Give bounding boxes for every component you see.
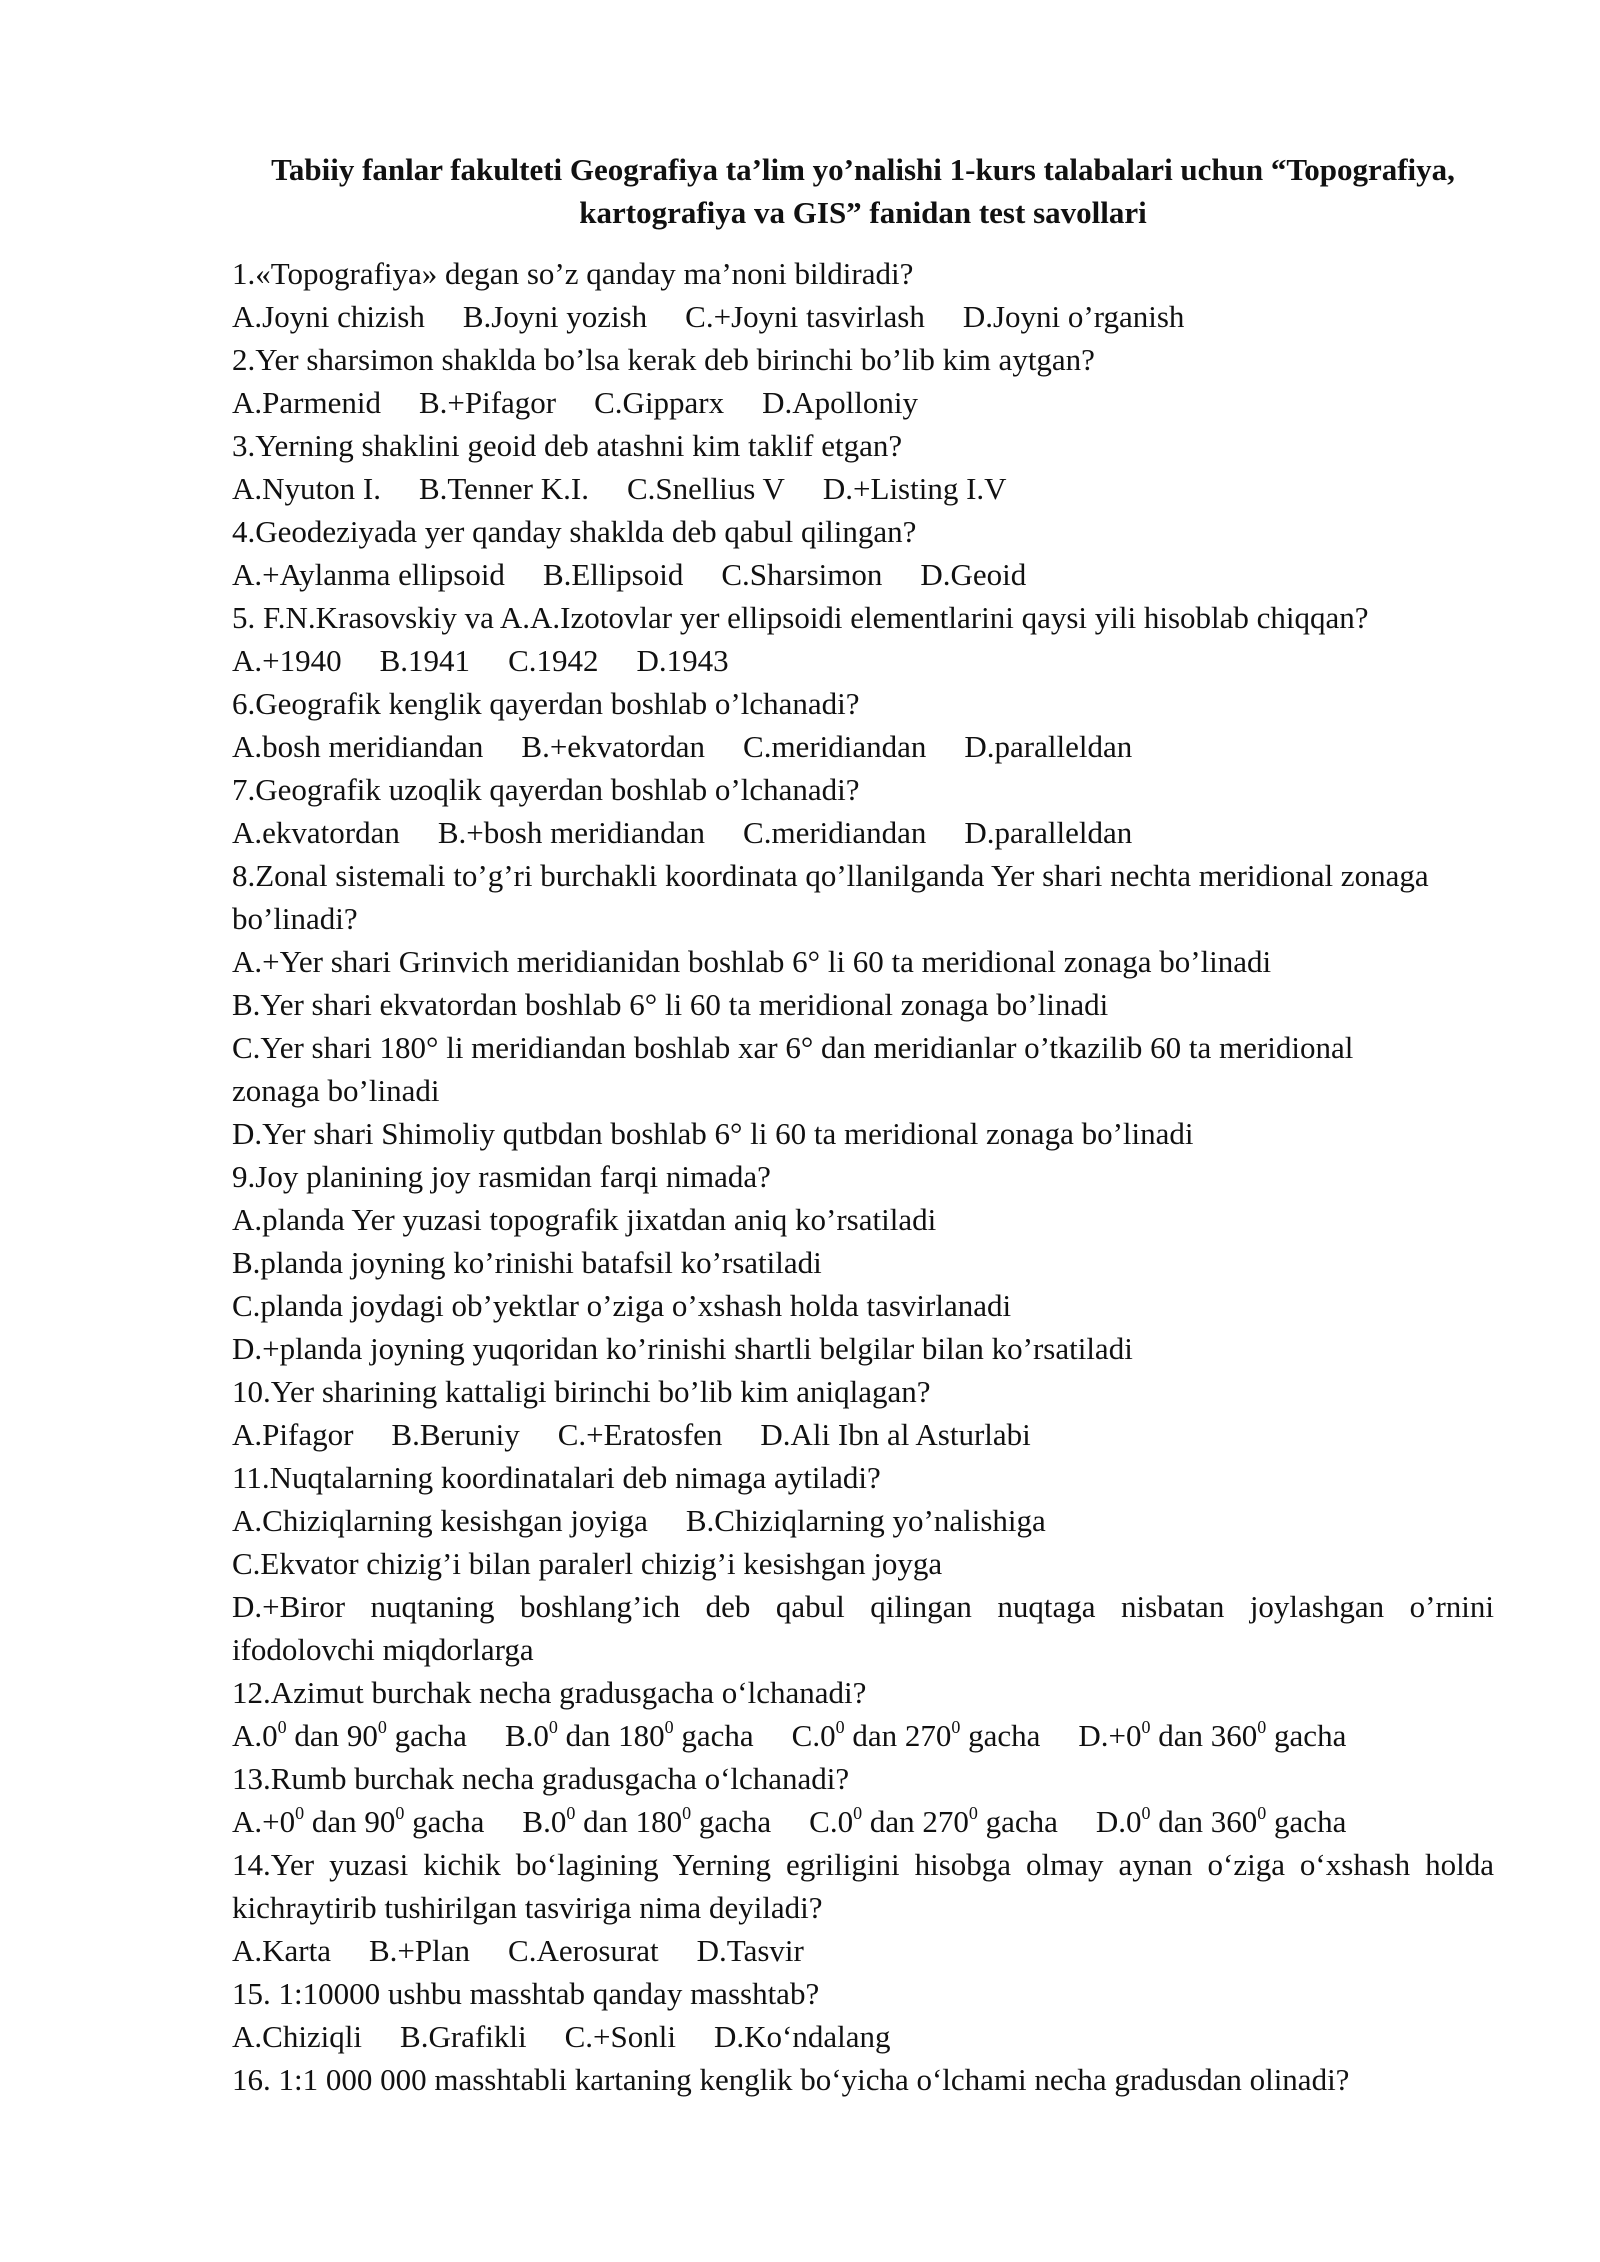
question-14-line-2: kichraytirib tushirilgan tasviriga nima deyiladi? <box>232 1890 823 1925</box>
option-8c-line-2: zonaga bo’linadi <box>232 1073 440 1108</box>
option-10b: B.Beruniy <box>391 1417 520 1452</box>
option-9b: B.planda joyning ko’rinishi batafsil ko’rsatiladi <box>232 1245 822 1280</box>
question-14-line-1: 14.Yer yuzasi kichik bo‘lagining Yerning egriligini hisobga olmay aynan o‘ziga o‘xshash holda <box>232 1847 1494 1882</box>
option-14c: C.Aerosurat <box>508 1933 659 1968</box>
option-10a: A.Pifagor <box>232 1417 354 1452</box>
option-12a: $A.0^0$ dan $90^0$ gacha <box>232 1716 467 1753</box>
option-2b: B.+Pifagor <box>418 385 557 420</box>
question-2: 2.Yer sharsimon shaklda bo’lsa kerak deb birinchi bo’lib kim aytgan? <box>232 342 1095 377</box>
option-3d: D.+Listing I.V <box>822 471 1007 506</box>
question-15: 15. 1:10000 ushbu masshtab qanday masshtab? <box>232 1976 820 2011</box>
option-10d: D.Ali Ibn al Asturlabi <box>760 1417 1031 1452</box>
option-13b: $B.0^0$ dan $180^0$ gacha <box>522 1802 772 1839</box>
option-11d-line-2: ifodolovchi miqdorlarga <box>232 1632 534 1667</box>
option-4c: C.Sharsimon <box>721 557 883 592</box>
option-4a: A.+Aylanma ellipsoid <box>232 557 505 592</box>
option-7d: D.paralleldan <box>964 815 1133 850</box>
answer-options-14 <box>232 1929 1494 1972</box>
option-8d: D.Yer shari Shimoliy qutbdan boshlab 6° li 60 ta meridional zonaga bo’linadi <box>232 1116 1194 1151</box>
option-6b: B.+ekvatordan <box>521 729 706 764</box>
option-1b: B.Joyni yozish <box>462 299 648 334</box>
question-12: 12.Azimut burchak necha gradusgacha o‘lchanadi? <box>232 1675 867 1710</box>
answer-options-6 <box>232 725 1494 768</box>
option-9a: A.planda Yer yuzasi topografik jixatdan aniq ko’rsatiladi <box>232 1202 937 1237</box>
degree-sup: 0 <box>835 1716 845 1737</box>
degree-sup: 0 <box>1141 1716 1151 1737</box>
question-1: 1.«Topografiya» degan so’z qanday ma’noni bildiradi? <box>232 256 914 291</box>
question-8-line-1: 8.Zonal sistemali to’g’ri burchakli koordinata qo’llanilganda Yer shari nechta meridional zonaga <box>232 858 1429 893</box>
degree-sup: 0 <box>566 1802 576 1823</box>
answer-options-7 <box>232 811 1494 854</box>
degree-sup: 0 <box>853 1802 863 1823</box>
option-8b: B.Yer shari ekvatordan boshlab 6° li 60 ta meridional zonaga bo’linadi <box>232 987 1109 1022</box>
option-1d: D.Joyni o’rganish <box>962 299 1185 334</box>
answer-options-5 <box>232 639 1494 682</box>
degree-sup: 0 <box>968 1802 978 1823</box>
option-15b: B.Grafikli <box>400 2019 527 2054</box>
degree-sup: 0 <box>1257 1802 1267 1823</box>
option-5a: A.+1940 <box>232 643 342 678</box>
option-5c: C.1942 <box>508 643 599 678</box>
option-14d: D.Tasvir <box>696 1933 804 1968</box>
option-1c: C.+Joyni tasvirlash <box>685 299 925 334</box>
answer-options-15 <box>232 2015 1494 2058</box>
option-8c-line-1: C.Yer shari 180° li meridiandan boshlab xar 6° dan meridianlar o’tkazilib 60 ta meridional <box>232 1030 1354 1065</box>
option-6c: C.meridiandan <box>743 729 927 764</box>
option-15c: C.+Sonli <box>564 2019 676 2054</box>
question-13: 13.Rumb burchak necha gradusgacha o‘lchanadi? <box>232 1761 850 1796</box>
question-4: 4.Geodeziyada yer qanday shaklda deb qabul qilingan? <box>232 514 917 549</box>
question-3: 3.Yerning shaklini geoid deb atashni kim taklif etgan? <box>232 428 903 463</box>
question-8-line-2: bo’linadi? <box>232 901 358 936</box>
document-page <box>232 148 1494 2101</box>
degree-sup: 0 <box>395 1802 405 1823</box>
answer-options-4 <box>232 553 1494 596</box>
option-13c: $C.0^0$ dan $270^0$ gacha <box>809 1802 1058 1839</box>
answer-options-2 <box>232 381 1494 424</box>
document-title <box>232 148 1494 234</box>
answer-options-1 <box>232 295 1494 338</box>
answer-options-10 <box>232 1413 1494 1456</box>
option-14b: B.+Plan <box>368 1933 471 1968</box>
option-11d-line-1: D.+Biror nuqtaning boshlang’ich deb qabul qilingan nuqtaga nisbatan joylashgan o’rnini <box>232 1589 1494 1624</box>
option-8a: A.+Yer shari Grinvich meridianidan boshlab 6° li 60 ta meridional zonaga bo’linadi <box>232 944 1272 979</box>
question-6: 6.Geografik kenglik qayerdan boshlab o’lchanadi? <box>232 686 860 721</box>
title-line-1: Tabiiy fanlar fakulteti Geografiya ta’lim yo’nalishi 1-kurs talabalari uchun “Topografiya, <box>271 152 1455 187</box>
option-11c: C.Ekvator chizig’i bilan paralerl chizig’i kesishgan joyga <box>232 1546 943 1581</box>
question-7: 7.Geografik uzoqlik qayerdan boshlab o’lchanadi? <box>232 772 860 807</box>
answer-options-11ab <box>232 1499 1494 1542</box>
option-9d: D.+planda joyning yuqoridan ko’rinishi shartli belgilar bilan ko’rsatiladi <box>232 1331 1133 1366</box>
option-3a: A.Nyuton I. <box>232 471 381 506</box>
question-9: 9.Joy planining joy rasmidan farqi nimada? <box>232 1159 771 1194</box>
degree-sup: 0 <box>548 1716 558 1737</box>
question-11: 11.Nuqtalarning koordinatalari deb nimaga aytiladi? <box>232 1460 881 1495</box>
option-1a: A.Joyni chizish <box>232 299 425 334</box>
option-7c: C.meridiandan <box>743 815 927 850</box>
option-2d: D.Apolloniy <box>762 385 919 420</box>
question-10: 10.Yer sharining kattaligi birinchi bo’lib kim aniqlagan? <box>232 1374 931 1409</box>
answer-options-3 <box>232 467 1494 510</box>
degree-sup: 0 <box>295 1802 305 1823</box>
question-list <box>232 252 1494 2101</box>
option-13d: $D.0^0$ dan $360^0$ gacha <box>1095 1802 1347 1839</box>
option-4d: D.Geoid <box>920 557 1027 592</box>
title-line-2: kartografiya va GIS” fanidan test savollari <box>579 195 1147 230</box>
answer-options-12 <box>232 1714 1494 1757</box>
option-12d: $D.+0^0$ dan $360^0$ gacha <box>1078 1716 1347 1753</box>
option-4b: B.Ellipsoid <box>542 557 684 592</box>
option-15d: D.Ko‘ndalang <box>713 2019 891 2054</box>
degree-sup: 0 <box>277 1716 287 1737</box>
option-6d: D.paralleldan <box>964 729 1133 764</box>
degree-sup: 0 <box>1257 1716 1267 1737</box>
option-9c: C.planda joydagi ob’yektlar o’ziga o’xshash holda tasvirlanadi <box>232 1288 1012 1323</box>
option-2c: C.Gipparx <box>594 385 725 420</box>
option-3b: B.Tenner K.I. <box>418 471 589 506</box>
degree-sup: 0 <box>664 1716 674 1737</box>
option-11a: A.Chiziqlarning kesishgan joyiga <box>232 1503 648 1538</box>
option-14a: A.Karta <box>232 1933 331 1968</box>
option-13a: $A.+0^0$ dan $90^0$ gacha <box>232 1802 485 1839</box>
option-5d: D.1943 <box>636 643 729 678</box>
option-7b: B.+bosh meridiandan <box>437 815 706 850</box>
option-12c: $C.0^0$ dan $270^0$ gacha <box>791 1716 1041 1753</box>
option-5b: B.1941 <box>379 643 471 678</box>
option-15a: A.Chiziqli <box>232 2019 363 2054</box>
option-10c: C.+Eratosfen <box>557 1417 723 1452</box>
question-5: 5. F.N.Krasovskiy va A.A.Izotovlar yer ellipsoidi elementlarini qaysi yili hisoblab chiqqan? <box>232 600 1369 635</box>
question-16: 16. 1:1 000 000 masshtabli kartaning kenglik bo‘yicha o‘lchami necha gradusdan olinadi? <box>232 2062 1350 2097</box>
option-12b: $B.0^0$ dan $180^0$ gacha <box>504 1716 754 1753</box>
degree-sup: 0 <box>682 1802 692 1823</box>
option-2a: A.Parmenid <box>232 385 381 420</box>
answer-options-13 <box>232 1800 1494 1843</box>
degree-sup: 0 <box>951 1716 961 1737</box>
option-11b: B.Chiziqlarning yo’nalishiga <box>685 1503 1046 1538</box>
degree-sup: 0 <box>377 1716 387 1737</box>
option-7a: A.ekvatordan <box>232 815 400 850</box>
option-3c: C.Snellius V <box>626 471 785 506</box>
degree-sup: 0 <box>1141 1802 1151 1823</box>
option-6a: A.bosh meridiandan <box>232 729 484 764</box>
